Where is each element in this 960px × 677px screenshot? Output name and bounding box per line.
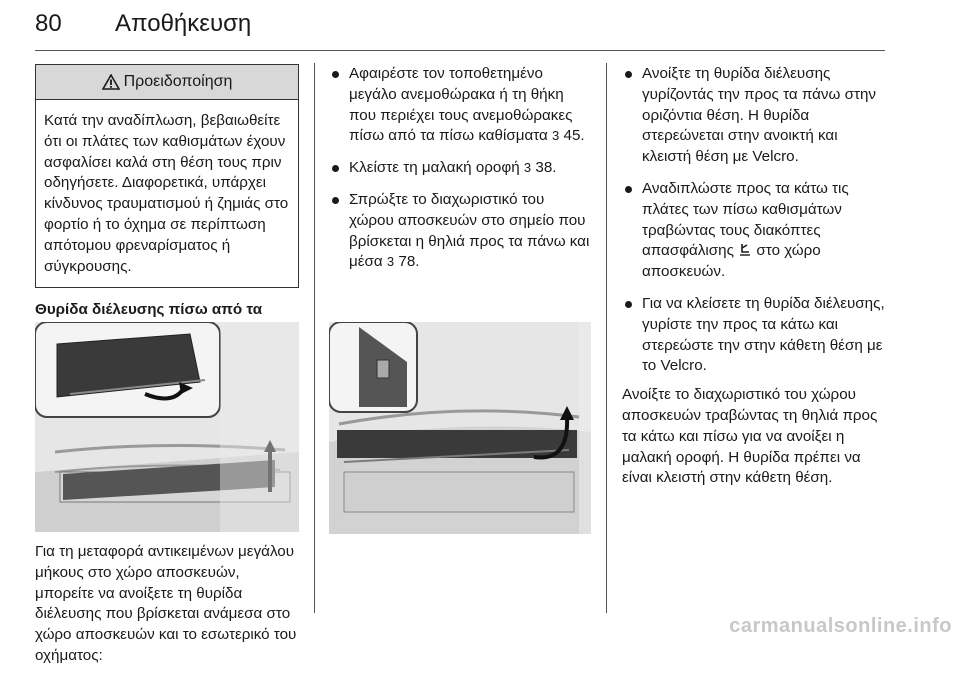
column-1-bottom (35, 542, 299, 677)
reference-arrow-icon: 3 (386, 254, 395, 270)
steps-list-2 (622, 64, 886, 377)
warning-triangle-icon (102, 74, 120, 90)
warning-title: Προειδοποίηση (123, 72, 233, 90)
warning-box (35, 64, 299, 288)
illustration-pass-through-hatch (35, 322, 299, 532)
list-item: Αναδιπλώστε προς τα κάτω τις πλάτες των πίσω καθισμάτων τραβώντας τους διακόπτες απασφάλισης στο χώρο αποσκευών. (622, 179, 886, 283)
list-item: Σπρώξτε το διαχωριστικό του χώρου αποσκευών στο σημείο που βρίσκεται η θηλιά προς τα πάνω και μέσα 3 78. (329, 190, 591, 273)
column-3 (622, 60, 886, 499)
column-divider-2 (606, 63, 607, 613)
reference-arrow-icon: 3 (552, 128, 560, 144)
steps-list-1 (329, 64, 591, 273)
seat-release-icon (738, 243, 752, 257)
column-divider-1 (314, 63, 315, 613)
section-heading: Θυρίδα διέλευσης πίσω από τα (35, 301, 263, 319)
list-item: Για να κλείσετε τη θυρίδα διέλευσης, γυρίστε την προς τα κάτω και στερεώστε την στην κάθετη θέση με το Velcro. (622, 294, 886, 377)
page-number: 80 (35, 10, 62, 37)
column-2 (329, 60, 591, 284)
list-item: Ανοίξτε τη θυρίδα διέλευσης γυρίζοντάς την προς τα πάνω στην οριζόντια θέση. Η θυρίδα στερεώνεται στην ανοικτή και κλειστή θέση με Velcro. (622, 64, 886, 168)
page-title: Αποθήκευση (115, 10, 252, 37)
list-item: Κλείστε τη μαλακή οροφή 3 38. (329, 158, 591, 179)
list-item: Αφαιρέστε τον τοποθετημένο μεγάλο ανεμοθώρακα ή τη θήκη που περιέχει τους ανεμοθώρακες πίσω από τα πίσω καθίσματα 3 45. (329, 64, 591, 147)
intro-text: Για τη μεταφορά αντικειμένων μεγάλου μήκους στο χώρο αποσκευών, μπορείτε να ανοίξετε τη θυρίδα διέλευσης που βρίσκεται ανάμεσα στο χώρο αποσκευών και το εσωτερικό του οχήματος: (35, 543, 297, 664)
column-1 (35, 64, 299, 354)
page-header (35, 6, 885, 50)
header-divider (35, 50, 885, 51)
watermark: carmanualsonline.info (729, 615, 952, 637)
warning-text: Κατά την αναδίπλωση, βεβαιωθείτε ότι οι πλάτες των καθισμάτων έχουν ασφαλίσει καλά στη θέση τους πριν οδηγήσετε. Διαφορετικά, υπάρχει κίνδυνος τραυματισμού ή ζημιάς στο φορτίο ή το όχημα σε περίπτωση απότομου φρεναρίσματος ή σύγκρουσης. (44, 112, 289, 275)
illustration-partition-loop (329, 322, 591, 534)
reference-arrow-icon: 3 (523, 160, 532, 176)
warning-header (36, 65, 298, 100)
closing-text: Ανοίξτε το διαχωριστικό του χώρου αποσκευών τραβώντας τη θηλιά προς τα κάτω και πίσω για να ανοίξει η μαλακή οροφή. Η θυρίδα πρέπει να είναι κλειστή στην κάθετη θέση. (622, 386, 878, 487)
